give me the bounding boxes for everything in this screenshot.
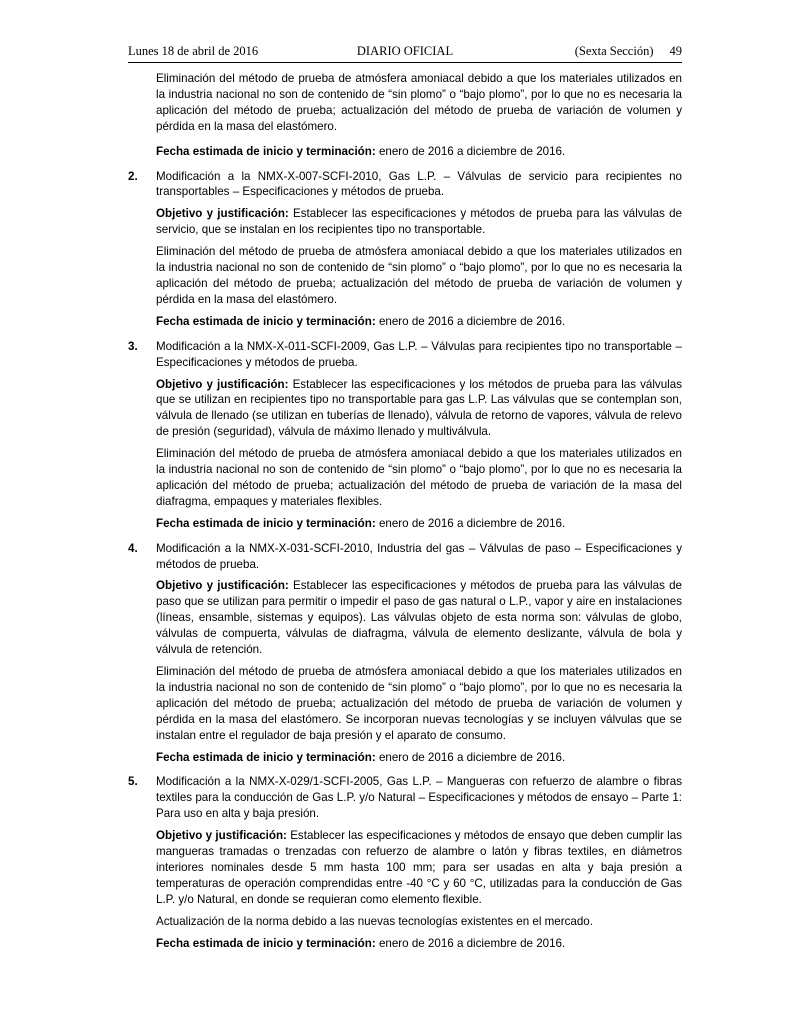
objective-paragraph (156, 578, 682, 658)
item-number: 5. (128, 775, 138, 789)
objective-label: Objetivo y justificación: (156, 579, 289, 593)
estimated-date-label: Fecha estimada de inicio y terminación: (156, 516, 376, 530)
header-rule (128, 62, 682, 63)
estimated-date-value: enero de 2016 a diciembre de 2016. (375, 750, 566, 764)
estimated-date-paragraph (156, 314, 682, 330)
elimination-paragraph: Eliminación del método de prueba de atmósfera amoniacal debido a que los materiales utilizados en la industria nacional no son de contenido de “sin plomo” o “bajo plomo”, por lo que no es necesaria la aplicación del método de prueba; actualización del método de prueba de variación de volumen y pérdida en la masa del elastómero. (156, 72, 682, 133)
header-section (575, 44, 682, 59)
objective-label: Objetivo y justificación: (156, 829, 287, 843)
estimated-date-label: Fecha estimada de inicio y terminación: (156, 936, 376, 950)
objective-paragraph (156, 206, 682, 238)
list-item-4 (128, 541, 682, 573)
item-title: Modificación a la NMX-X-011-SCFI-2009, Gas L.P. – Válvulas para recipientes tipo no transportable – Especificaciones y métodos de prueba. (156, 339, 682, 369)
elimination-paragraph: Eliminación del método de prueba de atmósfera amoniacal debido a que los materiales utilizados en la industria nacional no son de contenido de “sin plomo” o “bajo plomo”, por lo que no es necesaria la aplicación del método de prueba; actualización del método de prueba de variación de volumen y pérdida en la masa del elastómero. (156, 245, 682, 306)
document-body (128, 71, 682, 961)
objective-text: Establecer las especificaciones y métodos de prueba para las válvulas de servicio, que se instalan en los recipientes tipo no transportable. (156, 207, 683, 237)
objective-text: Establecer las especificaciones y los métodos de prueba para las válvulas que se utilizan en recipientes tipo no transportable para gas L.P. Las válvulas que se contemplan son, válvula de llenado (se utilizan en tuberías de llenado), válvula de retorno de vapores, válvula de relevo de presión (seguridad), válvula de máximo llenado y multiválvula. (156, 377, 683, 439)
estimated-date-paragraph (156, 750, 682, 766)
estimated-date-label: Fecha estimada de inicio y terminación: (156, 750, 376, 764)
estimated-date-value: enero de 2016 a diciembre de 2016. (375, 516, 566, 530)
estimated-date-paragraph (156, 936, 682, 952)
item-number: 4. (128, 541, 138, 555)
estimated-date-paragraph (156, 144, 682, 160)
page-number: 49 (669, 44, 682, 58)
item-title: Modificación a la NMX-X-029/1-SCFI-2005, Gas L.P. – Mangueras con refuerzo de alambre o fibras textiles para la conducción de Gas L.P. y/o Natural – Especificaciones y métodos de ensayo – Parte 1: Para uso en alta y baja presión. (156, 775, 682, 821)
update-paragraph: Actualización de la norma debido a las nuevas tecnologías existentes en el mercado. (156, 914, 593, 928)
header-date: Lunes 18 de abril de 2016 (128, 44, 259, 58)
page-header (128, 44, 682, 60)
objective-text: Establecer las especificaciones y métodos de prueba para las válvulas de paso que se utilizan para permitir o impedir el paso de gas natural o L.P., vapor y aire en instalaciones (líneas, ensamble, sistemas y equipos). Las válvulas objeto de esta norma son: válvulas de globo, válvulas de compuerta, válvulas de diafragma, válvula de elemento deslizante, válvula de bola y válvula de retención. (156, 579, 683, 657)
objective-paragraph (156, 377, 682, 441)
estimated-date-label: Fecha estimada de inicio y terminación: (156, 314, 376, 328)
estimated-date-label: Fecha estimada de inicio y terminación: (156, 144, 376, 158)
estimated-date-value: enero de 2016 a diciembre de 2016. (375, 314, 566, 328)
objective-text: Establecer las especificaciones y métodos de ensayo que deben cumplir las mangueras tramadas o trenzadas con refuerzo de alambre o latón y fibras textiles, en diámetros interiores nominales desde 5 mm hasta 100 mm; para ser usadas en alta y baja presión a temperaturas de operación comprendidas entre -40 °C y 60 °C, utilizadas para la conducción de Gas L.P. y/o Natural, en donde se requieran como elemento flexible. (156, 829, 682, 906)
item-title: Modificación a la NMX-X-007-SCFI-2010, Gas L.P. – Válvulas de servicio para recipientes no transportables – Especificaciones y métodos de prueba. (156, 169, 682, 199)
elimination-paragraph: Eliminación del método de prueba de atmósfera amoniacal debido a que los materiales utilizados en la industria nacional no son de contenido de “sin plomo” o “bajo plomo”, por lo que no es necesaria la aplicación del método de prueba; actualización del método de prueba de variación de volumen y pérdida en la masa del elastómero. Se incorporan nuevas tecnologías y se incluyen válvulas que se instalan entre el regulador de baja presión y el aparato de consumo. (156, 665, 682, 742)
item-number: 2. (128, 169, 138, 183)
objective-paragraph (156, 828, 682, 908)
estimated-date-value: enero de 2016 a diciembre de 2016. (375, 936, 566, 950)
item-number: 3. (128, 339, 138, 353)
objective-label: Objetivo y justificación: (156, 377, 289, 391)
list-item-5 (128, 774, 682, 822)
elimination-paragraph: Eliminación del método de prueba de atmósfera amoniacal debido a que los materiales utilizados en la industria nacional no son de contenido de “sin plomo” o “bajo plomo”, por lo que no es necesaria la aplicación del método de prueba; actualización del método de prueba de variación de la masa del diafragma, empaques y materiales flexibles. (156, 447, 682, 508)
estimated-date-paragraph (156, 516, 682, 532)
header-title: DIARIO OFICIAL (356, 44, 454, 58)
estimated-date-value: enero de 2016 a diciembre de 2016. (375, 144, 566, 158)
list-item-3 (128, 339, 682, 371)
list-item-2 (128, 169, 682, 201)
objective-label: Objetivo y justificación: (156, 207, 289, 221)
header-section-label: (Sexta Sección) (574, 44, 654, 58)
item-title: Modificación a la NMX-X-031-SCFI-2010, Industria del gas – Válvulas de paso – Especificaciones y métodos de prueba. (156, 541, 682, 571)
